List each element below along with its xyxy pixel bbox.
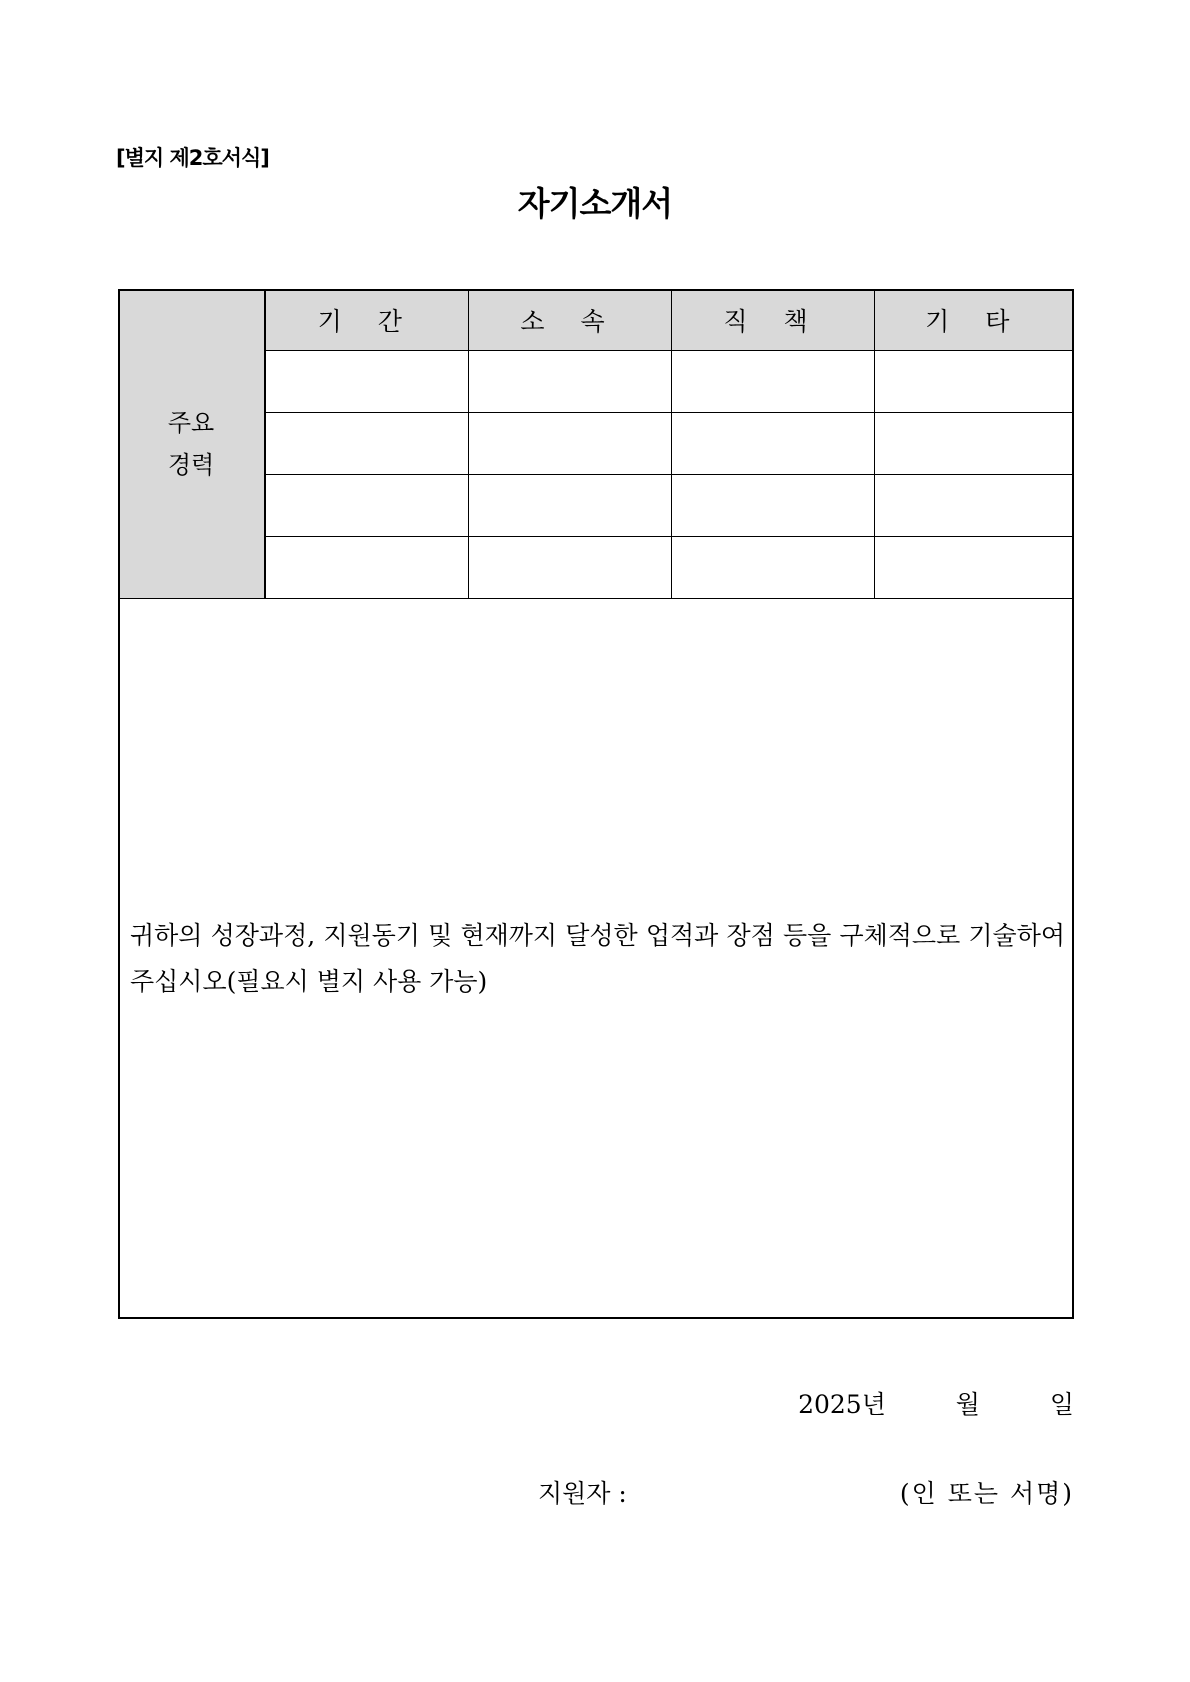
applicant-label: 지원자 : bbox=[538, 1479, 627, 1508]
signature-hint: (인 또는 서명) bbox=[899, 1479, 1074, 1508]
date-line bbox=[798, 1385, 1074, 1421]
column-header-other: 기 타 bbox=[874, 289, 1074, 351]
document-title: 자기소개서 bbox=[517, 184, 673, 223]
career-side-label-line1: 주요 bbox=[167, 408, 215, 437]
form-number-label: [별지 제2호서식] bbox=[116, 146, 269, 170]
column-header-period: 기 간 bbox=[265, 289, 468, 351]
date-year: 2025년 bbox=[798, 1390, 886, 1419]
self-introduction-form-box bbox=[118, 289, 1074, 1319]
column-header-affiliation: 소 속 bbox=[468, 289, 671, 351]
career-side-label-line2: 경력 bbox=[167, 450, 215, 479]
column-header-position: 직 책 bbox=[671, 289, 874, 351]
essay-instruction: 귀하의 성장과정, 지원동기 및 현재까지 달성한 업적과 장점 등을 구체적으로 기술하여 주십시오(필요시 별지 사용 가능) bbox=[130, 921, 1065, 996]
date-month: 월 bbox=[955, 1390, 980, 1419]
date-day: 일 bbox=[1049, 1390, 1074, 1419]
